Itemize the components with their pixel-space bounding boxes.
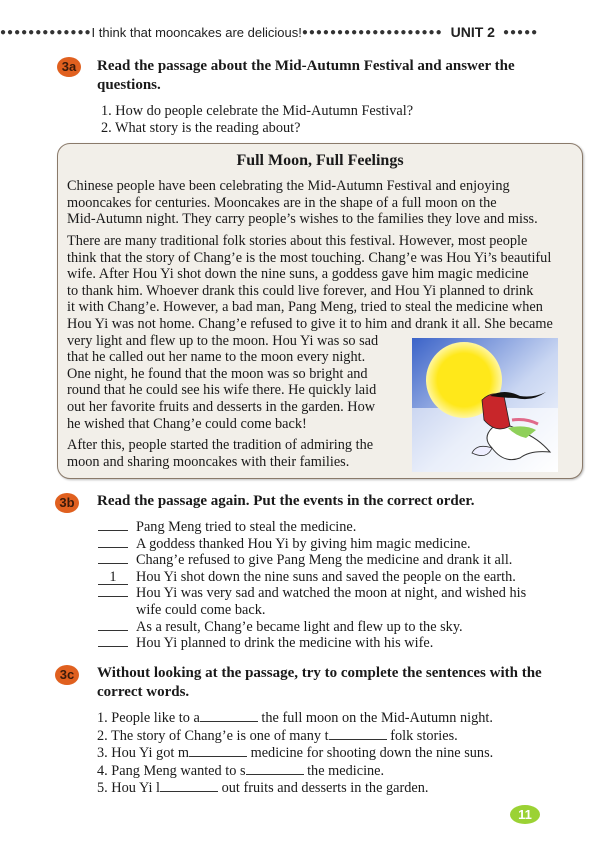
sentence-item — [97, 779, 493, 797]
exercise-badge-3c: 3c — [55, 665, 79, 685]
order-blank[interactable] — [98, 563, 128, 564]
passage-line: out her favorite fruits and desserts in the garden. How — [67, 398, 376, 415]
sentence-item — [97, 709, 493, 727]
event-item — [98, 635, 526, 652]
event-text: Hou Yi planned to drink the medicine with his wife. — [136, 635, 434, 652]
exercise-badge-3a: 3a — [57, 57, 81, 77]
event-item — [98, 619, 526, 636]
passage-line: After this, people started the tradition of admiring the — [67, 437, 374, 453]
order-blank[interactable] — [98, 596, 128, 597]
event-item — [98, 585, 526, 618]
event-text: wife could come back. — [136, 601, 266, 618]
passage-line: it with Chang’e. However, a bad man, Pang Meng, tried to steal the medicine when — [67, 299, 543, 316]
passage-line: he wished that Chang’e could come back! — [67, 415, 307, 432]
running-title: I think that mooncakes are delicious! — [91, 25, 302, 40]
passage-line: There are many traditional folk stories about this festival. However, most people — [67, 233, 528, 249]
passage-paragraph — [67, 178, 538, 228]
sentence-start: 4. Pang Meng wanted to s — [97, 762, 246, 779]
event-text: Pang Meng tried to steal the medicine. — [136, 519, 357, 535]
questions-3a — [101, 103, 413, 136]
sentence-end: folk stories. — [386, 727, 458, 744]
sentence-list — [97, 709, 493, 797]
event-item — [98, 552, 526, 569]
event-text: Hou Yi was very sad and watched the moon at night, and wished his — [136, 585, 527, 602]
passage-line: wife. After Hou Yi shot down the nine suns, a goddess gave him magic medicine — [67, 266, 529, 283]
sentence-item — [97, 744, 493, 762]
passage-line: very light and flew up to the moon. Hou Yi was so sad — [67, 332, 379, 349]
event-text: As a result, Chang’e became light and flew up to the sky. — [136, 618, 463, 635]
sentence-end: out fruits and desserts in the garden. — [218, 780, 429, 797]
passage-line: moon and sharing mooncakes with their families. — [67, 453, 350, 470]
event-list — [98, 519, 526, 652]
answer-blank[interactable] — [160, 779, 218, 792]
event-text: Chang’e refused to give Pang Meng the medicine and drank it all. — [136, 552, 513, 569]
instruction-3a — [97, 57, 515, 95]
instruction-line: correct words. — [97, 684, 190, 700]
question: 1. How do people celebrate the Mid-Autumn Festival? — [101, 103, 414, 119]
passage-line: Chinese people have been celebrating the Mid-Autumn Festival and enjoying — [67, 178, 510, 194]
event-item — [98, 569, 526, 586]
reading-passage — [57, 143, 583, 479]
order-blank[interactable] — [98, 630, 128, 631]
passage-title: Full Moon, Full Feelings — [236, 152, 404, 169]
sentence-item — [97, 727, 493, 745]
instruction-3c — [97, 664, 542, 702]
passage-line: that he called out her name to the moon every night. — [67, 349, 366, 366]
unit-label: UNIT 2 — [450, 24, 495, 40]
answer-blank[interactable] — [200, 709, 258, 722]
passage-line: Hou Yi was not home. Chang’e refused to give it to him and drank it all. She became — [67, 315, 553, 332]
sentence-end: medicine for shooting down the nine suns. — [247, 745, 494, 762]
instruction-line: Read the passage about the Mid-Autumn Festival and answer the — [97, 58, 515, 74]
answer-blank[interactable] — [246, 762, 304, 775]
passage-line: round that he could see his wife there. He quickly laid — [67, 382, 377, 399]
page-number: 11 — [510, 805, 540, 824]
sentence-start: 5. Hou Yi l — [97, 780, 161, 797]
order-blank[interactable] — [98, 530, 128, 531]
instruction-line: Without looking at the passage, try to complete the sentences with the — [97, 665, 542, 681]
instruction-line: questions. — [97, 77, 161, 93]
instruction-3b: Read the passage again. Put the events in the correct order. — [97, 493, 475, 509]
running-header: ●●●●●●●●●●●●●I think that mooncakes are delicious!●●●●●●●●●●●●●●●●●●●● UNIT 2 ●●●●● — [0, 24, 539, 40]
event-item — [98, 519, 526, 536]
order-blank[interactable] — [98, 646, 128, 647]
event-item — [98, 536, 526, 553]
sentence-start: 1. People like to a — [97, 710, 200, 726]
passage-paragraph — [67, 437, 373, 470]
change-moon-illustration — [412, 338, 558, 472]
passage-line: Mid-Autumn night. They carry people’s wishes to the families they love and miss. — [67, 211, 538, 228]
event-text: Hou Yi shot down the nine suns and saved the people on the earth. — [136, 568, 516, 585]
passage-line: mooncakes for centuries. Mooncakes are in the shape of a full moon on the — [67, 194, 497, 211]
answer-blank[interactable] — [329, 727, 387, 740]
exercise-badge-3b: 3b — [55, 493, 79, 513]
sentence-start: 3. Hou Yi got m — [97, 745, 190, 762]
order-blank[interactable]: 1 — [98, 570, 128, 585]
passage-line: think that the story of Chang’e is the most touching. Chang’e was Hou Yi’s beautiful — [67, 249, 552, 266]
sentence-end: the medicine. — [303, 762, 385, 779]
passage-line: One night, he found that the moon was so bright and — [67, 365, 368, 382]
question: 2. What story is the reading about? — [101, 119, 301, 136]
sentence-end: the full moon on the Mid-Autumn night. — [257, 710, 493, 726]
event-text: A goddess thanked Hou Yi by giving him magic medicine. — [136, 535, 471, 552]
sentence-start: 2. The story of Chang’e is one of many t — [97, 727, 329, 744]
order-blank[interactable] — [98, 547, 128, 548]
sentence-item — [97, 762, 493, 780]
answer-blank[interactable] — [189, 744, 247, 757]
passage-line: to thank him. Whoever drank this could live forever, and Hou Yi planned to drink — [67, 282, 534, 299]
